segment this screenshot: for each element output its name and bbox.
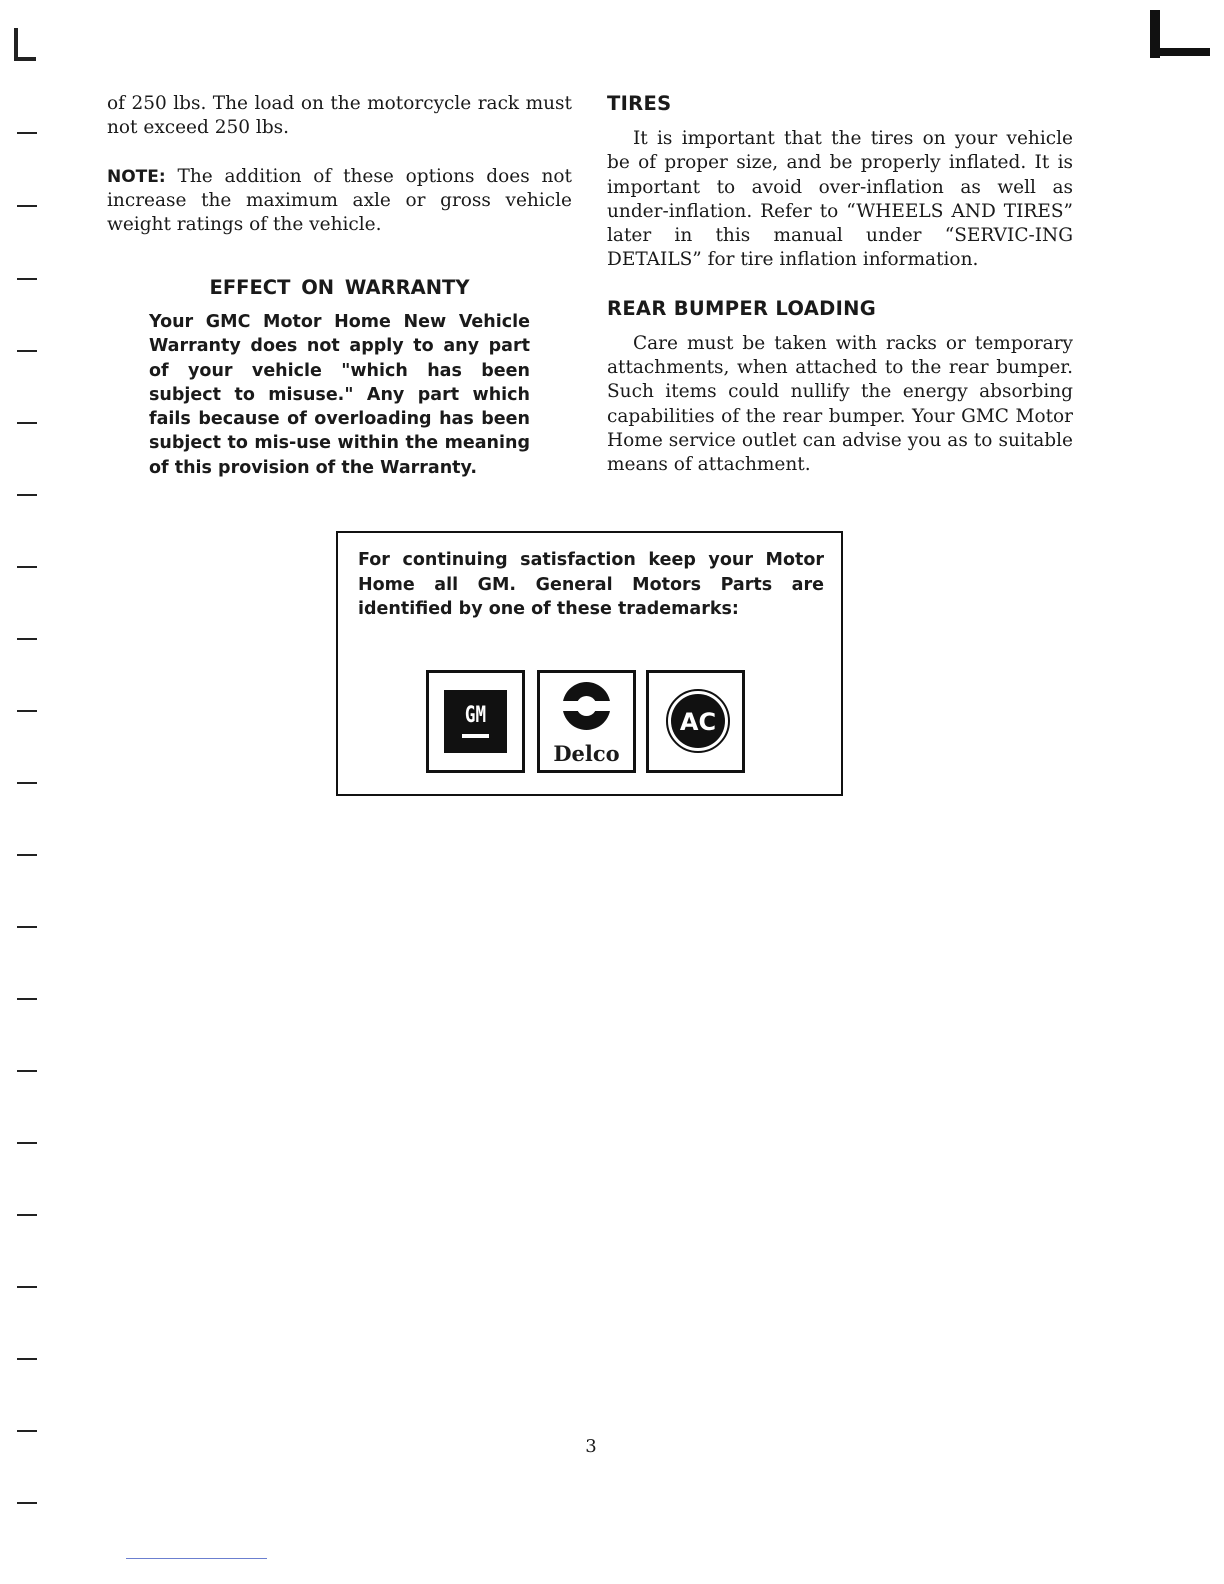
margin-tick [17,566,37,568]
note-label: NOTE: [107,166,166,187]
margin-tick [17,1214,37,1216]
delco-logo-label: Delco [553,741,620,766]
margin-tick [17,1430,37,1432]
right-column [607,92,1073,478]
ac-logo-icon [649,673,742,770]
tires-paragraph: It is important that the tires on your vehicle be of proper size, and be properly inflated. It is important to avoid over-inflation as well as under-inflation. Refer to “WHEELS AND TIRES” later in this manual under “SERVIC-ING DETAILS” for tire inflation information. [607,128,1073,271]
corner-mark-top-left-foot [14,57,36,61]
corner-mark-top-right-foot [1150,48,1210,56]
gm-logo-underline [462,734,489,738]
ac-logo [646,670,745,773]
margin-tick [17,132,37,134]
trademark-box [336,531,843,796]
note-text: The addition of these options does not increase the maximum axle or gross vehicle weight ratings of the vehicle. [107,165,572,236]
delco-logo [537,670,636,773]
margin-tick [17,998,37,1000]
intro-paragraph: of 250 lbs. The load on the motorcycle rack must not exceed 250 lbs. [107,93,572,139]
margin-tick [17,926,37,928]
margin-tick [17,1142,37,1144]
margin-tick [17,854,37,856]
gm-logo [426,670,525,773]
gm-logo-mark [444,690,507,753]
margin-tick [17,1070,37,1072]
warranty-heading: EFFECT ON WARRANTY [209,276,470,299]
trademark-text: For continuing satisfaction keep your Motor Home all GM. General Motors Parts are identified by one of these trademarks: [358,550,824,619]
margin-tick [17,1358,37,1360]
margin-tick [17,350,37,352]
ac-logo-label: AC [679,708,717,736]
warranty-paragraph: Your GMC Motor Home New Vehicle Warranty does not apply to any part of your vehicle "which has been subject to misuse." Any part which fails because of overloading has been subject to mis-use within the meaning of this provision of the Warranty. [149,312,530,478]
left-column [107,92,572,237]
bottom-rule [126,1558,267,1559]
margin-tick [17,278,37,280]
rear-bumper-heading: REAR BUMPER LOADING [607,296,877,320]
corner-mark-top-left [14,28,18,60]
margin-tick [17,782,37,784]
margin-tick [17,494,37,496]
note-paragraph [107,165,572,238]
margin-tick [17,710,37,712]
gm-logo-label: GM [464,703,487,728]
margin-tick [17,205,37,207]
rear-bumper-paragraph: Care must be taken with racks or temporary attachments, when attached to the rear bumper. Such items could nullify the energy absorbing capabilities of the rear bumper. Your GMC Motor Home service outlet can advise you as to suitable means of attachment. [607,332,1073,476]
margin-tick [17,1286,37,1288]
page-number: 3 [585,1436,597,1457]
margin-tick [17,1502,37,1504]
margin-tick [17,422,37,424]
margin-tick [17,638,37,640]
tires-heading: TIRES [607,92,672,115]
